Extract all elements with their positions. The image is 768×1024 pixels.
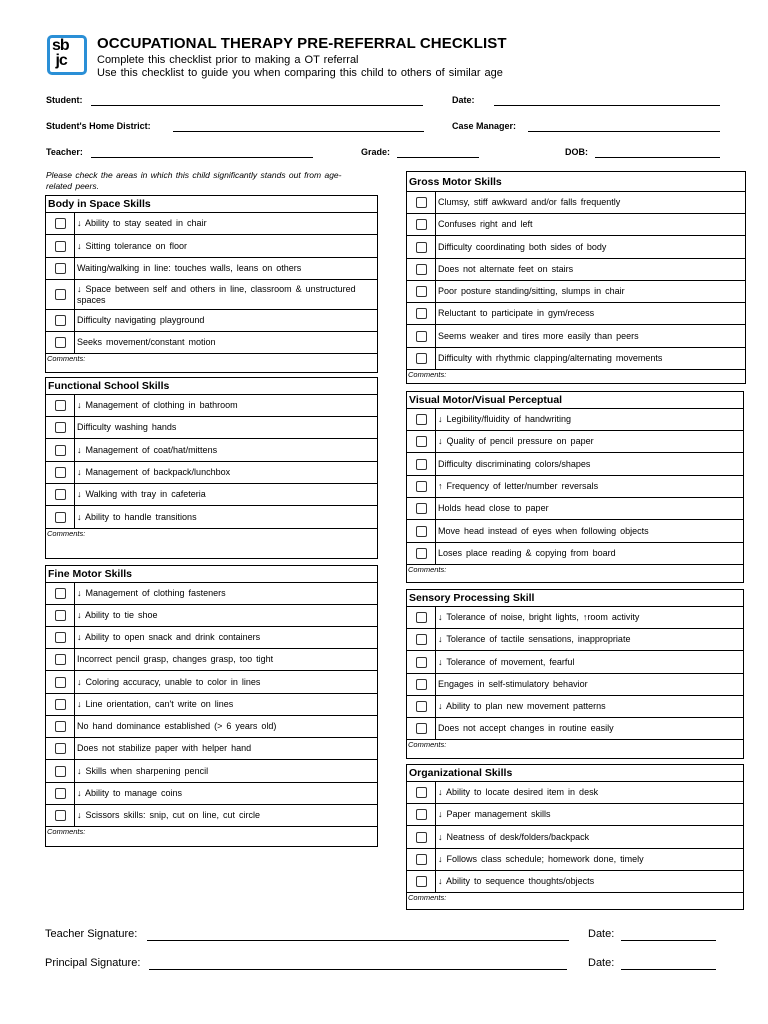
teacher-field[interactable] — [91, 157, 313, 158]
item-label: Reluctant to participate in gym/recess — [438, 308, 595, 318]
checklist-row — [407, 718, 743, 740]
checklist-row — [407, 520, 743, 543]
checkbox[interactable] — [416, 219, 427, 230]
checklist-row — [46, 760, 377, 783]
item-label: ↓ Management of clothing in bathroom — [77, 400, 238, 410]
item-label: ↓ Paper management skills — [438, 809, 551, 819]
checklist-row — [46, 484, 377, 506]
checkbox[interactable] — [416, 548, 427, 559]
section-title: Organizational Skills — [407, 765, 743, 782]
checkbox[interactable] — [55, 241, 66, 252]
checklist-row — [46, 280, 377, 310]
checkbox[interactable] — [416, 197, 427, 208]
checkbox[interactable] — [416, 353, 427, 364]
item-label: ↓ Management of clothing fasteners — [77, 588, 226, 598]
item-label: Holds head close to paper — [438, 503, 549, 513]
item-label: ↓ Skills when sharpening pencil — [77, 765, 209, 776]
section-title: Visual Motor/Visual Perceptual — [407, 392, 743, 409]
checklist-row — [46, 332, 377, 354]
item-label: ↓ Tolerance of noise, bright lights, ↑room activity — [438, 612, 640, 622]
item-label: Waiting/walking in line: touches walls, leans on others — [77, 263, 302, 273]
checklist-row — [46, 694, 377, 716]
checkbox[interactable] — [55, 512, 66, 523]
case-manager-field[interactable] — [528, 131, 720, 132]
item-label: Seeks movement/constant motion — [77, 337, 216, 347]
checkbox[interactable] — [55, 632, 66, 643]
item-label: ↓ Ability to manage coins — [77, 788, 183, 798]
home-district-label: Student's Home District: — [46, 121, 151, 131]
checklist-row — [46, 805, 377, 827]
item-label: ↓ Space between self and others in line, classroom & unstructured spaces — [77, 283, 356, 305]
checklist-row — [46, 716, 377, 738]
principal-signature-label: Principal Signature: — [45, 957, 141, 969]
section-title: Sensory Processing Skill — [407, 590, 743, 607]
item-label: Does not accept changes in routine easily — [438, 723, 614, 733]
checklist-row — [46, 235, 377, 258]
section-title: Functional School Skills — [46, 378, 377, 395]
item-label: ↓ Ability to locate desired item in desk — [438, 787, 599, 797]
teacher-signature-date-field[interactable] — [621, 940, 716, 941]
dob-field[interactable] — [595, 157, 720, 158]
checkbox[interactable] — [416, 286, 427, 297]
item-label: ↓ Ability to sequence thoughts/objects — [438, 876, 595, 886]
comments-field[interactable]: Comments: — [408, 893, 447, 902]
item-label: Does not alternate feet on stairs — [438, 264, 574, 274]
checklist-row — [46, 649, 377, 671]
checklist-row — [46, 506, 377, 529]
checklist-row — [407, 236, 745, 259]
checklist-row — [407, 849, 743, 871]
checklist-row — [46, 417, 377, 439]
item-label: ↓ Tolerance of movement, fearful — [438, 656, 575, 667]
checklist-row — [407, 259, 745, 281]
checkbox[interactable] — [416, 657, 427, 668]
checkbox[interactable] — [416, 634, 427, 645]
checklist-row — [407, 409, 743, 431]
date-label: Date: — [452, 95, 475, 105]
item-label: ↑ Frequency of letter/number reversals — [438, 481, 599, 491]
comments-field[interactable]: Comments: — [408, 740, 447, 749]
checkbox[interactable] — [416, 526, 427, 537]
item-label: No hand dominance established (> 6 years old) — [77, 721, 277, 731]
checkbox[interactable] — [55, 400, 66, 411]
teacher-label: Teacher: — [46, 147, 83, 157]
checkbox[interactable] — [55, 337, 66, 348]
item-label: Clumsy, stiff awkward and/or falls frequently — [438, 197, 621, 207]
student-label: Student: — [46, 95, 83, 105]
item-label: ↓ Scissors skills: snip, cut on line, cut circle — [77, 810, 261, 820]
checkbox[interactable] — [55, 766, 66, 777]
item-label: Difficulty washing hands — [77, 422, 177, 432]
comments-field[interactable]: Comments: — [47, 529, 86, 538]
instruction-line-2: Use this checklist to guide you when comparing this child to others of similar age — [97, 67, 503, 79]
item-label: Difficulty discriminating colors/shapes — [438, 458, 591, 469]
checklist-row — [407, 348, 745, 370]
checkbox[interactable] — [55, 810, 66, 821]
section-organizational — [406, 764, 744, 910]
checklist-row — [46, 738, 377, 760]
checklist-row — [46, 462, 377, 484]
item-label: ↓ Follows class schedule; homework done, timely — [438, 854, 644, 864]
checkbox[interactable] — [416, 414, 427, 425]
checklist-row — [407, 453, 743, 476]
checkbox[interactable] — [55, 788, 66, 799]
item-label: Loses place reading & copying from board — [438, 548, 616, 558]
item-label: Difficulty navigating playground — [77, 315, 205, 325]
section-title: Gross Motor Skills — [407, 172, 745, 192]
checklist-row — [46, 671, 377, 694]
student-field[interactable] — [91, 105, 423, 106]
item-label: ↓ Ability to tie shoe — [77, 610, 158, 620]
teacher-signature-field[interactable] — [147, 940, 569, 941]
checkbox[interactable] — [55, 422, 66, 433]
checklist-row — [407, 543, 743, 565]
checklist-row — [407, 629, 743, 651]
item-label: Engages in self-stimulatory behavior — [438, 679, 588, 689]
checkbox[interactable] — [55, 315, 66, 326]
checkbox[interactable] — [416, 242, 427, 253]
checklist-row — [46, 310, 377, 332]
checklist-row — [407, 192, 745, 214]
checkbox[interactable] — [416, 679, 427, 690]
section-title: Fine Motor Skills — [46, 566, 377, 583]
checkbox[interactable] — [416, 503, 427, 514]
item-label: Difficulty with rhythmic clapping/alternating movements — [438, 353, 663, 363]
checklist-row — [407, 498, 743, 520]
checkbox[interactable] — [416, 264, 427, 275]
checklist-row — [46, 258, 377, 280]
item-label: Seems weaker and tires more easily than peers — [438, 330, 639, 341]
checklist-row — [407, 607, 743, 629]
checkbox[interactable] — [55, 489, 66, 500]
checklist-row — [407, 281, 745, 303]
checkbox[interactable] — [55, 743, 66, 754]
item-label: ↓ Quality of pencil pressure on paper — [438, 436, 594, 446]
grade-field[interactable] — [397, 157, 479, 158]
checkbox[interactable] — [55, 699, 66, 710]
checklist-row — [46, 439, 377, 462]
item-label: ↓ Ability to plan new movement patterns — [438, 701, 606, 711]
checkbox[interactable] — [416, 612, 427, 623]
item-label: ↓ Management of backpack/lunchbox — [77, 467, 231, 477]
comments-field[interactable]: Comments: — [47, 827, 86, 836]
item-label: ↓ Walking with tray in cafeteria — [77, 489, 206, 499]
section-gross-motor — [406, 171, 746, 384]
checklist-row — [407, 303, 745, 325]
checklist-row — [407, 871, 743, 893]
instruction-note: Please check the areas in which this child significantly stands out from age-related peers. — [46, 170, 342, 191]
teacher-signature-date-label: Date: — [588, 928, 615, 940]
dob-label: DOB: — [565, 147, 588, 157]
checklist-row — [46, 783, 377, 805]
checkbox[interactable] — [416, 459, 427, 470]
checklist-row — [407, 476, 743, 498]
teacher-signature-label: Teacher Signature: — [45, 928, 138, 940]
item-label: ↓ Management of coat/hat/mittens — [77, 444, 218, 455]
checklist-row — [46, 395, 377, 417]
checkbox[interactable] — [416, 832, 427, 843]
principal-signature-date-label: Date: — [588, 957, 615, 969]
checkbox[interactable] — [416, 701, 427, 712]
checklist-row — [407, 651, 743, 674]
checkbox[interactable] — [55, 721, 66, 732]
item-label: Incorrect pencil grasp, changes grasp, too tight — [77, 654, 274, 664]
date-field[interactable] — [494, 105, 720, 106]
checkbox[interactable] — [55, 677, 66, 688]
item-label: Move head instead of eyes when following objects — [438, 525, 649, 536]
checkbox[interactable] — [416, 876, 427, 887]
item-label: Does not stabilize paper with helper hand — [77, 743, 252, 753]
checkbox[interactable] — [55, 467, 66, 478]
item-label: ↓ Legibility/fluidity of handwriting — [438, 414, 572, 424]
item-label: ↓ Tolerance of tactile sensations, inappropriate — [438, 634, 631, 644]
item-label: Poor posture standing/sitting, slumps in chair — [438, 286, 625, 296]
checkbox[interactable] — [416, 308, 427, 319]
checkbox[interactable] — [416, 436, 427, 447]
sbjc-logo — [47, 35, 87, 75]
logo-text: sb jc — [52, 37, 69, 69]
item-label: ↓ Line orientation, can't write on lines — [77, 699, 234, 709]
comments-field[interactable]: Comments: — [47, 354, 86, 363]
item-label: ↓ Coloring accuracy, unable to color in lines — [77, 676, 261, 687]
case-manager-label: Case Manager: — [452, 121, 517, 131]
section-functional-school — [45, 377, 378, 559]
grade-label: Grade: — [361, 147, 391, 157]
item-label: ↓ Neatness of desk/folders/backpack — [438, 831, 590, 842]
comments-field[interactable]: Comments: — [408, 370, 447, 379]
checklist-row — [46, 605, 377, 627]
checklist-row — [407, 782, 743, 804]
item-label: Difficulty coordinating both sides of body — [438, 241, 607, 252]
principal-signature-field[interactable] — [149, 969, 567, 970]
section-title: Body in Space Skills — [46, 196, 377, 213]
section-sensory-processing — [406, 589, 744, 759]
section-visual-motor — [406, 391, 744, 583]
section-body-in-space — [45, 195, 378, 373]
item-label: ↓ Sitting tolerance on floor — [77, 240, 188, 251]
checkbox[interactable] — [55, 610, 66, 621]
checklist-row — [46, 213, 377, 235]
section-fine-motor — [45, 565, 378, 847]
item-label: ↓ Ability to stay seated in chair — [77, 218, 207, 228]
checklist-row — [407, 826, 743, 849]
checklist-row — [407, 325, 745, 348]
checkbox[interactable] — [55, 588, 66, 599]
checklist-row — [407, 674, 743, 696]
checklist-row — [46, 583, 377, 605]
item-label: ↓ Ability to open snack and drink containers — [77, 632, 261, 642]
home-district-field[interactable] — [173, 131, 424, 132]
comments-field[interactable]: Comments: — [408, 565, 447, 574]
checkbox[interactable] — [416, 854, 427, 865]
checkbox[interactable] — [55, 263, 66, 274]
checkbox[interactable] — [416, 723, 427, 734]
item-label: Confuses right and left — [438, 219, 533, 229]
instruction-line-1: Complete this checklist prior to making a OT referral — [97, 54, 359, 66]
checklist-row — [407, 804, 743, 826]
checkbox[interactable] — [55, 654, 66, 665]
page-title: OCCUPATIONAL THERAPY PRE-REFERRAL CHECKLIST — [97, 35, 507, 52]
checkbox[interactable] — [55, 289, 66, 300]
checklist-row — [407, 431, 743, 453]
checkbox[interactable] — [416, 331, 427, 342]
principal-signature-date-field[interactable] — [621, 969, 716, 970]
checkbox[interactable] — [416, 809, 427, 820]
item-label: ↓ Ability to handle transitions — [77, 511, 197, 522]
checkbox[interactable] — [55, 445, 66, 456]
checklist-row — [407, 214, 745, 236]
checkbox[interactable] — [55, 218, 66, 229]
checklist-row — [46, 627, 377, 649]
checkbox[interactable] — [416, 481, 427, 492]
checkbox[interactable] — [416, 787, 427, 798]
checklist-row — [407, 696, 743, 718]
